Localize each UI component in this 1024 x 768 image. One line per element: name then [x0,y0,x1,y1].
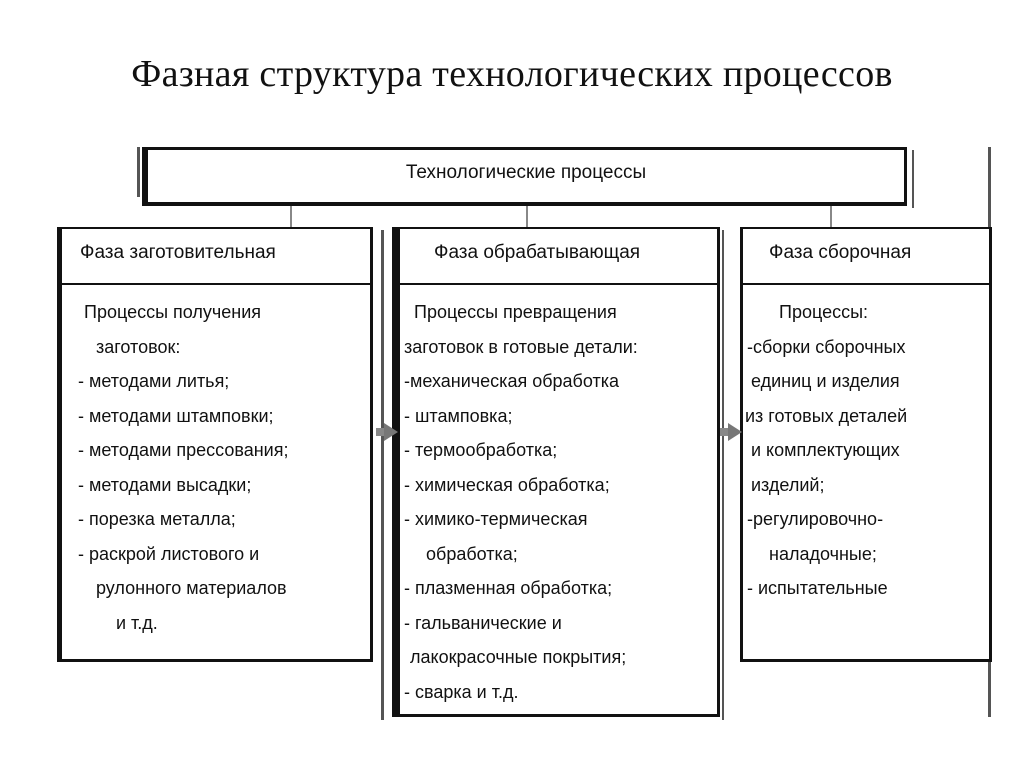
phase-title: Фаза обрабатывающая [434,242,641,263]
phase-line: -механическая обработка [404,371,619,391]
phase-box-assembly [740,227,992,662]
phase-line: единиц и изделия [751,371,900,391]
phase-box-processing [392,227,720,717]
arrow-right-icon [384,423,398,441]
phase-line: - раскрой листового и [78,543,260,564]
phase-body [743,295,989,606]
phase-line: -сборки сборочных [747,336,906,357]
phase-line: заготовок в готовые детали: [404,336,638,357]
phase-line: - плазменная обработка; [404,578,613,598]
phase-line: - испытательные [747,578,888,598]
arrow-right-icon [728,423,742,441]
root-shadow-left [137,147,140,197]
phase-line: - сварка и т.д. [404,681,519,702]
phase-title: Фаза сборочная [769,242,912,263]
connector-root-phase-2 [526,206,528,228]
phase-body [400,295,717,709]
phase-line: - методами штамповки; [78,405,274,426]
phase-line: - гальванические и [404,612,562,633]
phase-line: - химическая обработка; [404,474,610,495]
phase-line: - порезка металла; [78,509,236,529]
phase-header [400,229,717,285]
root-box [142,147,907,206]
phase-line: наладочные; [769,543,877,564]
phase-line: Процессы превращения [414,302,617,322]
phase-line: лакокрасочные покрытия; [410,647,627,667]
phase-line: заготовок: [96,336,181,357]
phase-line: Процессы получения [84,302,262,322]
root-shadow-right [912,150,914,208]
phase-line: - методами прессования; [78,440,289,460]
phase-line: - химико-термическая [404,509,588,529]
phase-2-shadow-right [722,230,724,720]
phase-line: -регулировочно- [747,509,884,529]
phase-line: рулонного материалов [96,578,287,598]
phase-2-shadow-left [381,230,384,720]
phase-header [743,229,989,285]
phase-line: Процессы: [779,302,869,322]
root-label: Технологические процессы [405,162,647,183]
phase-line: и комплектующих [751,440,900,460]
phase-box-preparatory [57,227,373,662]
phase-line: - термообработка; [404,440,558,460]
phase-line: обработка; [426,543,518,564]
phase-line: изделий; [751,474,825,495]
phase-line: - методами литья; [78,371,230,391]
phase-line: и т.д. [116,612,158,633]
phase-title: Фаза заготовительная [80,242,276,263]
slide-title: Фазная структура технологических процессов [131,53,893,95]
connector-root-phase-1 [290,206,292,228]
phase-line: из готовых деталей [745,405,908,426]
phase-header [62,229,370,285]
phase-line: - штамповка; [404,405,513,426]
phase-line: - методами высадки; [78,474,252,495]
connector-root-phase-3 [830,206,832,228]
phase-body [62,295,370,640]
